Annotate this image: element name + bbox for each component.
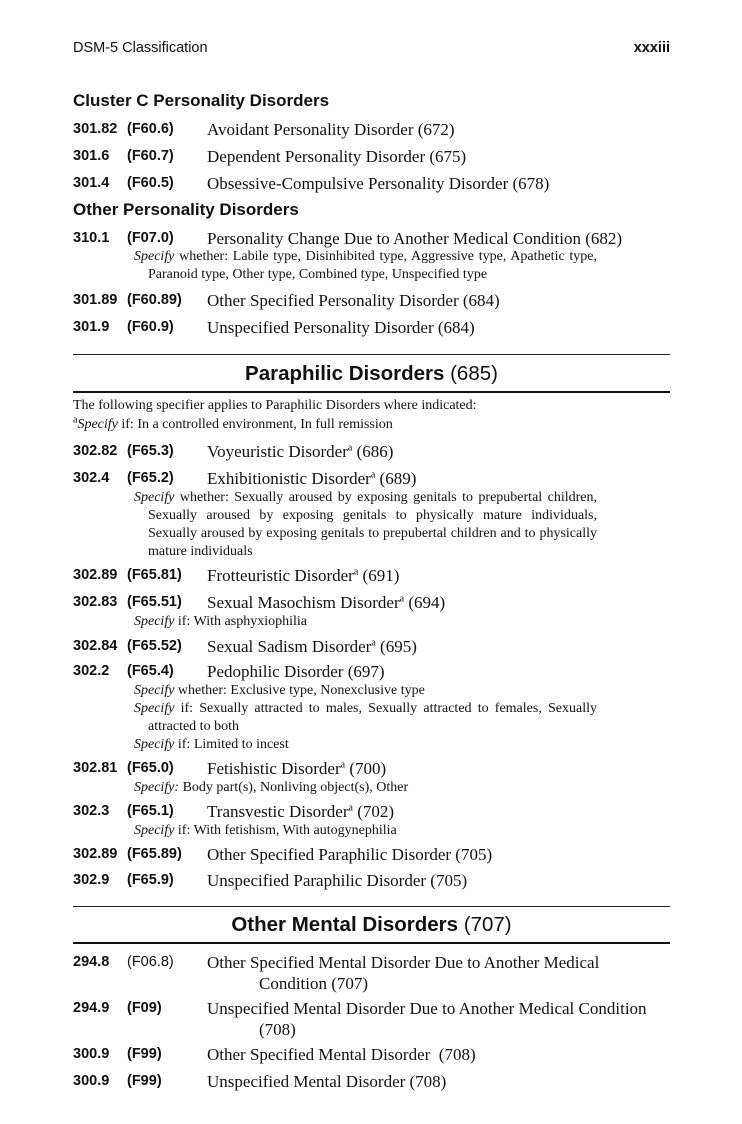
specifier-text: Specify whether: Exclusive type, Nonexclusive type Specify if: Sexually attracted to males, Sexually attracted to females, Sexually attracted to both Specify if: Limited to incest — [134, 683, 597, 752]
dsm-code: 300.9 — [73, 1046, 110, 1062]
disorder-name: Obsessive-Compulsive Personality Disorder (678) — [207, 174, 550, 193]
icd-code: (F65.2) — [127, 470, 174, 486]
dsm-code: 302.84 — [73, 638, 118, 654]
dsm-code: 301.9 — [73, 319, 110, 335]
icd-code: (F65.0) — [127, 760, 174, 776]
dsm-code: 301.6 — [73, 148, 110, 164]
disorder-name: Sexual Masochism Disorder$^a$ (694) — [207, 593, 446, 612]
dsm-code: 302.9 — [73, 872, 110, 888]
icd-code: (F99) — [127, 1073, 162, 1089]
section-title-cluster-c: Cluster C Personality Disorders — [73, 91, 330, 110]
disorder-name: Sexual Sadism Disorder$^a$ (695) — [207, 637, 417, 656]
section-title-other-personality: Other Personality Disorders — [73, 200, 299, 219]
icd-code: (F65.4) — [127, 663, 174, 679]
disorder-name: Pedophilic Disorder (697) — [207, 662, 385, 681]
dsm-code: 294.8 — [73, 954, 110, 970]
icd-code: (F60.5) — [127, 175, 174, 191]
disorder-name: Transvestic Disorder$^a$ (702) — [207, 802, 395, 821]
icd-code: (F65.51) — [127, 594, 182, 610]
disorder-name: Unspecified Mental Disorder Due to Another Medical Condition (708) — [207, 999, 647, 1039]
disorder-name: Unspecified Mental Disorder (708) — [207, 1072, 447, 1091]
disorder-name: Unspecified Paraphilic Disorder (705) — [207, 871, 468, 890]
dsm-code: 310.1 — [73, 230, 110, 246]
disorder-name: Other Specified Mental Disorder Due to Another Medical Condition (707) — [207, 953, 600, 993]
specifier-text: Specify if: With asphyxiophilia — [134, 614, 307, 629]
disorder-name: Voyeuristic Disorder$^a$ (686) — [207, 442, 394, 461]
dsm-code: 302.89 — [73, 567, 118, 583]
section-heading-page: (685) — [444, 362, 498, 385]
disorder-name: Frotteuristic Disorder$^a$ (691) — [207, 566, 400, 585]
dsm-code: 302.89 — [73, 846, 118, 862]
dsm-code: 301.4 — [73, 175, 110, 191]
icd-code: (F60.6) — [127, 121, 174, 137]
icd-code: (F65.9) — [127, 872, 174, 888]
section-underline — [73, 942, 670, 944]
icd-code: (F60.89) — [127, 292, 182, 308]
running-header-title: DSM-5 Classification — [73, 40, 208, 56]
disorder-name: Unspecified Personality Disorder (684) — [207, 318, 475, 337]
disorder-name: Fetishistic Disorder$^a$ (700) — [207, 759, 387, 778]
footnote-marker: a — [73, 414, 78, 426]
specifier-text: Specify: Body part(s), Nonliving object(s), Other — [134, 780, 409, 795]
disorder-name: Personality Change Due to Another Medical Condition (682) — [207, 229, 623, 248]
disorder-name: Avoidant Personality Disorder (672) — [207, 120, 455, 139]
icd-code: (F60.9) — [127, 319, 174, 335]
section-heading-text: Paraphilic Disorders — [245, 362, 445, 385]
specify-label: Specify — [77, 417, 118, 432]
running-header — [73, 40, 670, 62]
disorder-name: Dependent Personality Disorder (675) — [207, 147, 467, 166]
icd-code: (F65.81) — [127, 567, 182, 583]
dsm-code: 294.9 — [73, 1000, 110, 1016]
dsm-code: 302.3 — [73, 803, 110, 819]
disorder-name: Exhibitionistic Disorder$^a$ (689) — [207, 469, 417, 488]
section-heading-text: Other Mental Disorders — [231, 913, 459, 936]
specify-options: whether: Labile type, Disinhibited type, Aggressive type, Apathetic type, Paranoid type, Other type, Combined type, Unspecified type — [148, 249, 597, 282]
disorder-name: Other Specified Personality Disorder (684) — [207, 291, 500, 310]
dsm-code: 301.82 — [73, 121, 118, 137]
dsm-code: 302.83 — [73, 594, 118, 610]
specifier-text — [134, 248, 597, 284]
icd-code: (F07.0) — [127, 230, 174, 246]
dsm-code: 300.9 — [73, 1073, 110, 1089]
page-number: xxxiii — [633, 40, 670, 56]
icd-code: (F65.89) — [127, 846, 182, 862]
specifier-note — [73, 396, 670, 434]
specifier-text: Specify if: With fetishism, With autogynephilia — [134, 823, 397, 838]
specify-options: if: In a controlled environment, In full remission — [117, 417, 393, 432]
dsm-code: 302.2 — [73, 663, 110, 679]
icd-code: (F99) — [127, 1046, 162, 1062]
section-heading-paraphilic — [73, 362, 670, 386]
dsm-code: 301.89 — [73, 292, 118, 308]
section-underline — [73, 391, 670, 393]
specify-label: Specify — [134, 249, 175, 264]
icd-code: (F60.7) — [127, 148, 174, 164]
icd-code: (F65.52) — [127, 638, 182, 654]
dsm-code: 302.82 — [73, 443, 118, 459]
section-divider — [73, 906, 670, 907]
icd-code: (F65.1) — [127, 803, 174, 819]
specifier-text: Specify whether: Sexually aroused by exposing genitals to prepubertal children, Sexually aroused by exposing genitals to physically mature individuals, Sexually aroused by exposing genitals to prepubertal children and to physically mature individuals — [134, 490, 597, 559]
icd-code: (F65.3) — [127, 443, 174, 459]
section-heading-other-mental — [73, 913, 670, 937]
dsm-code: 302.4 — [73, 470, 110, 486]
dsm-code: 302.81 — [73, 760, 118, 776]
specifier-note-intro: The following specifier applies to Paraphilic Disorders where indicated: — [73, 398, 477, 413]
disorder-name: Other Specified Mental Disorder (708) — [207, 1045, 476, 1064]
section-heading-page: (707) — [458, 913, 512, 936]
icd-code: (F09) — [127, 1000, 162, 1016]
icd-code: (F06.8) — [127, 954, 174, 970]
disorder-name: Other Specified Paraphilic Disorder (705) — [207, 845, 493, 864]
section-divider — [73, 354, 670, 355]
